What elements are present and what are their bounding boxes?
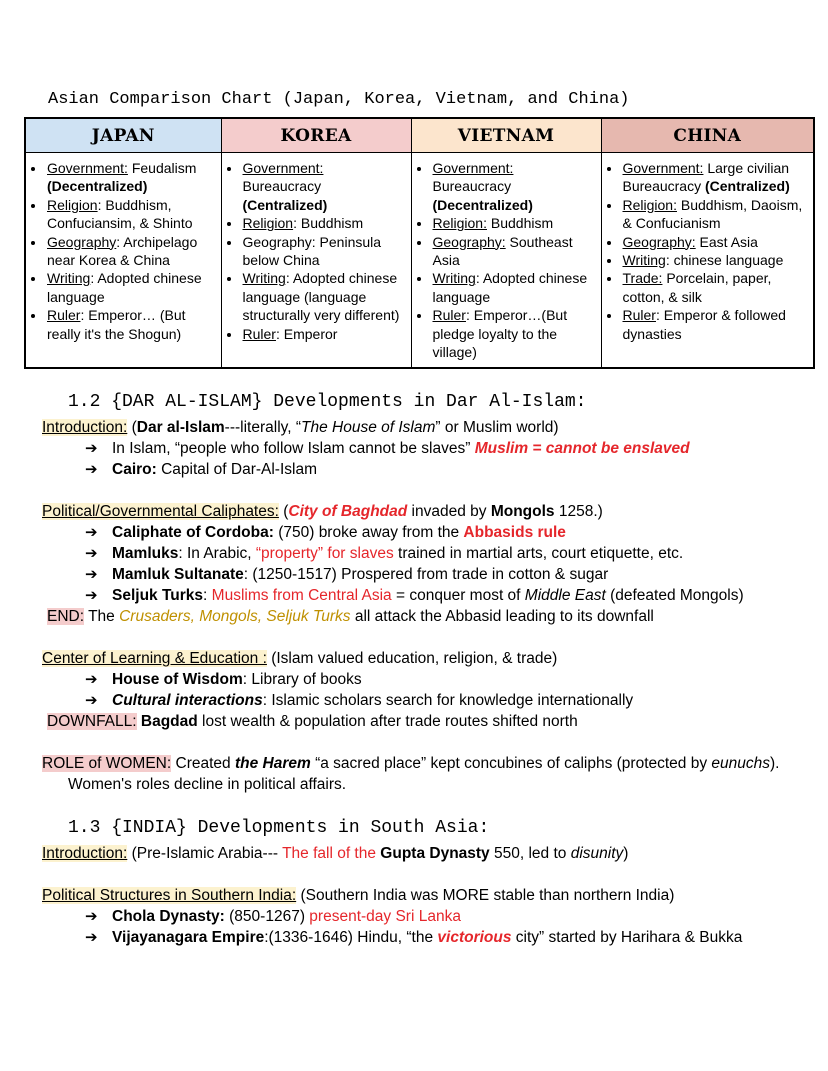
note-line xyxy=(42,843,802,864)
table-bullet-item xyxy=(432,306,595,361)
text-run: Geography xyxy=(47,233,117,250)
arrow-bullet-line xyxy=(42,522,802,543)
text-run: 550, led to xyxy=(489,845,571,863)
text-run: all attack the Abbasid leading to its downfall xyxy=(350,608,654,626)
text-run: Political Structures in Southern India: xyxy=(42,887,297,905)
arrow-line-text xyxy=(112,908,461,925)
text-run: : Emperor xyxy=(275,325,338,342)
bullet-list xyxy=(415,159,595,361)
text-run: : Emperor… (But really it's the Shogun) xyxy=(47,307,186,342)
text-run: city” started by Harihara & Bukka xyxy=(511,929,743,947)
text-run: House of Wisdom xyxy=(112,671,243,689)
text-run: Geography: xyxy=(622,233,696,250)
text-run: Political/Governmental Caliphates: xyxy=(42,503,279,521)
text-run: ) xyxy=(623,845,629,863)
arrow-bullet-icon: ➔ xyxy=(85,545,98,563)
document-title: Asian Comparison Chart (Japan, Korea, Vietnam, and China) xyxy=(48,90,630,109)
arrow-bullet-icon: ➔ xyxy=(85,692,98,710)
text-run: (Decentralized) xyxy=(47,178,148,195)
table-bullet-item xyxy=(622,269,808,306)
section-heading: 1.2 {DAR AL-ISLAM} Developments in Dar Al-Islam: xyxy=(68,392,587,413)
text-run: victorious xyxy=(437,929,512,947)
text-run: (defeated Mongols) xyxy=(605,587,744,605)
text-run: (Southern India was MORE stable than northern India) xyxy=(296,887,675,905)
text-run: “property” for slaves xyxy=(255,545,394,563)
text-run: : Emperor…(But pledge loyalty to the village) xyxy=(432,307,568,361)
text-run: Feudalism xyxy=(127,160,197,176)
table-bullet-item xyxy=(622,306,808,343)
text-run: The xyxy=(84,608,120,626)
text-run: disunity xyxy=(570,845,624,863)
note-line xyxy=(47,606,802,627)
text-run: Gupta Dynasty xyxy=(380,845,490,863)
text-run: Caliphate of Cordoba: xyxy=(112,524,274,542)
table-bullet-item xyxy=(242,269,405,324)
text-run: Seljuk Turks xyxy=(112,587,204,605)
text-run: Introduction: xyxy=(42,419,128,437)
table-bullet-item xyxy=(242,214,405,232)
arrow-bullet-line xyxy=(42,543,802,564)
text-run: Ruler xyxy=(242,325,276,342)
arrow-bullet-icon: ➔ xyxy=(85,440,98,458)
text-run: ( xyxy=(278,503,289,521)
text-run: eunuchs xyxy=(711,755,771,773)
text-run: the Harem xyxy=(234,755,311,773)
text-run: Government: xyxy=(47,160,128,176)
text-run: Bagdad xyxy=(140,713,198,731)
text-run: (850-1267) xyxy=(224,908,310,926)
text-run: (750) broke away from the xyxy=(273,524,464,542)
text-run: Large civilian Bureaucracy xyxy=(622,160,790,195)
arrow-bullet-line xyxy=(42,438,802,459)
arrow-bullet-icon: ➔ xyxy=(85,671,98,689)
column-cell-korea xyxy=(221,153,411,369)
table-bullet-item xyxy=(46,159,215,196)
text-run: (Centralized) xyxy=(704,178,790,195)
note-line xyxy=(42,417,802,438)
blank-line xyxy=(42,480,802,501)
arrow-bullet-icon: ➔ xyxy=(85,566,98,584)
arrow-bullet-icon: ➔ xyxy=(85,524,98,542)
text-run: Government: xyxy=(432,160,514,176)
text-run: Created xyxy=(171,755,235,773)
text-run: City of Baghdad xyxy=(288,503,408,521)
arrow-line-text xyxy=(112,671,362,688)
text-run: Muslim = cannot be enslaved xyxy=(474,440,690,458)
table-header-row xyxy=(25,118,814,153)
text-run: Mamluks xyxy=(112,545,179,563)
arrow-line-text xyxy=(112,461,317,478)
table-bullet-item xyxy=(432,233,595,270)
text-run: Middle East xyxy=(524,587,606,605)
column-header-vietnam: VIETNAM xyxy=(411,118,601,153)
column-cell-china xyxy=(601,153,814,369)
text-run: lost wealth & population after trade routes shifted north xyxy=(197,713,578,731)
text-run: : Adopted chinese language xyxy=(432,270,588,305)
text-run: : (1250-1517) Prospered from trade in cotton & sugar xyxy=(243,566,609,584)
arrow-line-text xyxy=(112,440,690,457)
table-bullet-item xyxy=(46,196,215,233)
bullet-list xyxy=(225,159,405,343)
text-run: present-day Sri Lanka xyxy=(309,908,461,926)
note-line xyxy=(42,885,802,906)
arrow-bullet-line xyxy=(42,927,802,948)
text-run: Cairo: xyxy=(112,461,157,479)
text-run: : In Arabic, xyxy=(178,545,256,563)
column-cell-japan xyxy=(25,153,221,369)
text-run: Vijayanagara Empire xyxy=(112,929,265,947)
text-run: (Pre-Islamic Arabia--- xyxy=(127,845,283,863)
arrow-bullet-icon: ➔ xyxy=(85,908,98,926)
arrow-line-text xyxy=(112,566,608,583)
arrow-bullet-line xyxy=(42,690,802,711)
table-bullet-item xyxy=(622,233,808,251)
blank-line xyxy=(42,732,802,753)
text-run: ---literally, “ xyxy=(224,419,302,437)
text-run: : xyxy=(203,587,212,605)
text-run: Chola Dynasty: xyxy=(112,908,225,926)
text-run: Writing xyxy=(242,270,286,287)
text-run: : Buddhism xyxy=(293,215,364,232)
table-bullet-item xyxy=(242,233,405,270)
text-run: Trade: xyxy=(622,270,663,287)
table-bullet-item xyxy=(242,325,405,343)
text-run: Introduction: xyxy=(42,845,128,863)
comparison-table xyxy=(24,117,815,369)
table-bullet-item xyxy=(622,251,808,269)
text-run: : Adopted chinese language (language structurally very different) xyxy=(242,270,400,324)
arrow-line-text xyxy=(112,929,742,946)
text-run: East Asia xyxy=(695,233,758,250)
note-line xyxy=(42,501,802,522)
text-run: (Islam valued education, religion, & trade) xyxy=(266,650,558,668)
arrow-bullet-icon: ➔ xyxy=(85,461,98,479)
text-run: Southeast Asia xyxy=(432,233,573,269)
arrow-bullet-line xyxy=(42,459,802,480)
table-body-row xyxy=(25,153,814,369)
text-run: Cultural interactions xyxy=(112,692,263,710)
text-run: Ruler xyxy=(622,307,656,324)
text-run: Mamluk Sultanate xyxy=(112,566,244,584)
column-header-korea: KOREA xyxy=(221,118,411,153)
arrow-bullet-line xyxy=(42,669,802,690)
text-run: trained in martial arts, court etiquette, etc. xyxy=(393,545,684,563)
text-run: Government: xyxy=(242,160,324,176)
arrow-bullet-icon: ➔ xyxy=(85,929,98,947)
text-run: : Adopted chinese language xyxy=(47,270,202,305)
text-run: Capital of Dar-Al-Islam xyxy=(156,461,318,479)
text-run: “a sacred place” kept concubines of caliphs (protected by xyxy=(310,755,712,773)
text-run: Geography: xyxy=(432,233,506,250)
text-run: Dar al-Islam xyxy=(136,419,225,437)
column-header-japan: JAPAN xyxy=(25,118,221,153)
text-run: : Library of books xyxy=(242,671,362,689)
table-bullet-item xyxy=(46,269,215,306)
text-run: Religion xyxy=(242,215,294,232)
text-run: Porcelain, paper, cotton, & silk xyxy=(622,270,772,305)
text-run: : Islamic scholars search for knowledge internationally xyxy=(262,692,634,710)
text-run: Religion: xyxy=(622,196,677,213)
table-bullet-item xyxy=(46,233,215,270)
blank-line xyxy=(42,864,802,885)
text-run: : Archipelago near Korea & China xyxy=(47,233,198,269)
text-run: : Emperor & followed dynasties xyxy=(622,307,786,342)
table-bullet-item xyxy=(46,306,215,343)
note-line xyxy=(42,753,802,795)
text-run: Ruler xyxy=(432,307,466,324)
text-run: Abbasids rule xyxy=(463,524,566,542)
note-line xyxy=(42,648,802,669)
arrow-bullet-line xyxy=(42,906,802,927)
text-run: DOWNFALL: xyxy=(47,713,137,731)
column-cell-vietnam xyxy=(411,153,601,369)
text-run: ). Women's roles decline in political affairs. xyxy=(68,755,780,794)
arrow-line-text xyxy=(112,587,744,604)
column-header-china: CHINA xyxy=(601,118,814,153)
text-run: 1258.) xyxy=(554,503,603,521)
text-run: : Buddhism, Confuciansim, & Shinto xyxy=(47,196,193,232)
text-run: The fall of the xyxy=(282,845,381,863)
text-run: Crusaders, Mongols, Seljuk Turks xyxy=(119,608,351,626)
text-run: ” or Muslim world) xyxy=(435,419,559,437)
text-run: Buddhism xyxy=(486,215,554,232)
text-run: END: xyxy=(47,608,85,626)
text-run: (Centralized) xyxy=(242,196,328,213)
text-run: Geography: Peninsula below China xyxy=(242,233,382,269)
text-run: Government: xyxy=(622,160,704,176)
text-run: invaded by xyxy=(407,503,491,521)
table-bullet-item xyxy=(432,214,595,232)
text-run: Muslims from Central Asia xyxy=(211,587,392,605)
arrow-bullet-line xyxy=(42,564,802,585)
arrow-bullet-line xyxy=(42,585,802,606)
arrow-line-text xyxy=(112,692,633,709)
text-run: Writing xyxy=(432,270,476,287)
text-run: Religion: xyxy=(432,215,487,232)
bullet-list xyxy=(29,159,215,343)
text-run: = conquer most of xyxy=(391,587,525,605)
text-run: :(1336-1646) Hindu, “the xyxy=(264,929,438,947)
note-line xyxy=(47,711,802,732)
table-bullet-item xyxy=(432,159,595,214)
arrow-line-text xyxy=(112,524,566,541)
text-run: Center of Learning & Education : xyxy=(42,650,267,668)
text-run: In Islam, “people who follow Islam cannot be slaves” xyxy=(112,440,475,458)
table-bullet-item xyxy=(622,159,808,196)
arrow-line-text xyxy=(112,545,683,562)
table-bullet-item xyxy=(622,196,808,233)
text-run: (Decentralized) xyxy=(432,196,533,213)
bullet-list xyxy=(605,159,808,343)
text-run: Buddhism, Daoism, & Confucianism xyxy=(622,196,803,232)
blank-line xyxy=(42,627,802,648)
text-run: : chinese language xyxy=(665,252,784,269)
text-run: Writing xyxy=(622,252,666,269)
section-heading: 1.3 {INDIA} Developments in South Asia: xyxy=(68,818,490,839)
text-run: Bureaucracy xyxy=(242,178,322,195)
text-run: Mongols xyxy=(490,503,555,521)
text-run: The House of Islam xyxy=(301,419,436,437)
table-bullet-item xyxy=(242,159,405,214)
text-run: Bureaucracy xyxy=(432,178,512,195)
table-bullet-item xyxy=(432,269,595,306)
text-run: Writing xyxy=(47,270,91,287)
text-run: Religion xyxy=(47,196,98,213)
text-run: Ruler xyxy=(47,307,81,324)
arrow-bullet-icon: ➔ xyxy=(85,587,98,605)
text-run: ROLE of WOMEN: xyxy=(42,755,172,773)
notes-sections xyxy=(42,391,802,948)
text-run: ( xyxy=(127,419,137,437)
